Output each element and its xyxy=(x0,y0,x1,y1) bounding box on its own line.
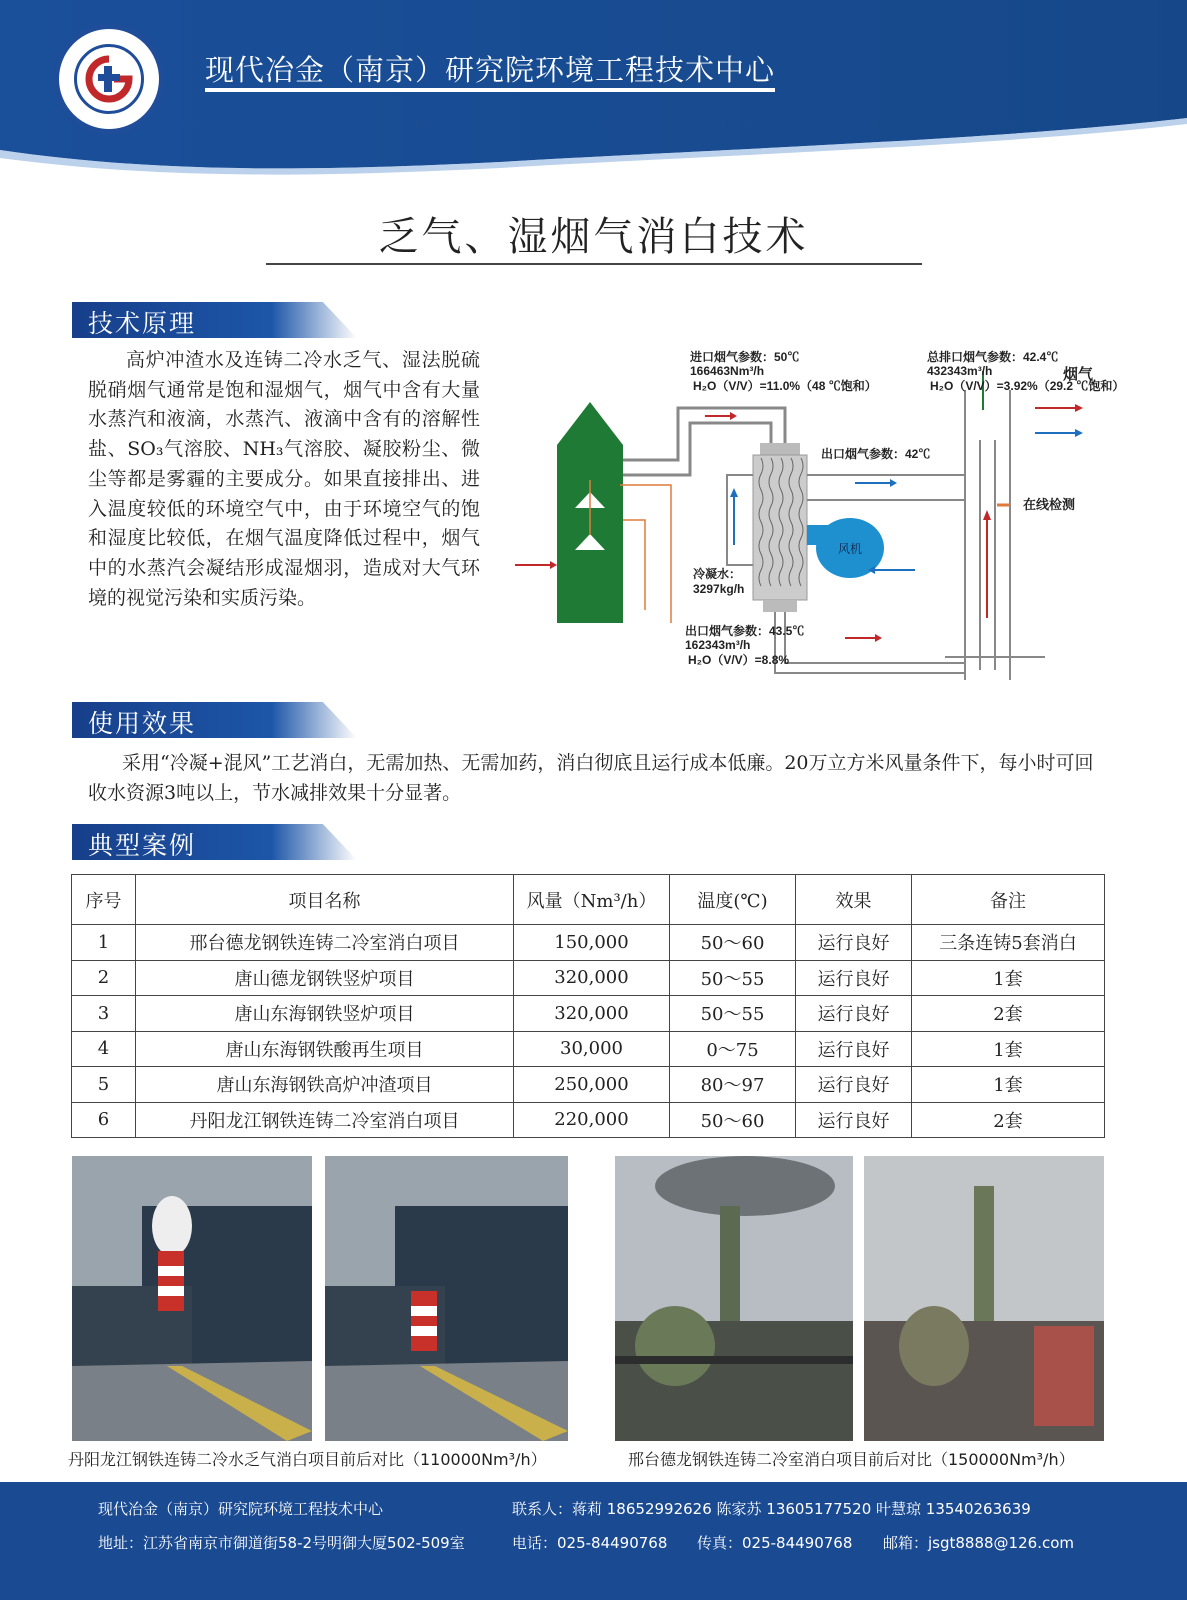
cell: 6 xyxy=(72,1102,136,1138)
online-monitor-label: 在线检测 xyxy=(1023,497,1076,512)
outlet-bottom-line2: 162343m³/h xyxy=(685,638,751,652)
cell: 50～60 xyxy=(670,1102,796,1138)
cell: 唐山东海钢铁高炉冲渣项目 xyxy=(136,1067,514,1103)
industrial-building-photo-icon xyxy=(325,1156,568,1441)
total-params-line3: H₂O（V/V）=3.92%（29.2 ℃饱和） xyxy=(930,379,1125,393)
cell: 50～55 xyxy=(670,960,796,996)
chimney-photo-icon xyxy=(864,1156,1104,1441)
section-heading-label: 技术原理 xyxy=(88,309,197,338)
cases-table xyxy=(71,874,1105,1138)
cell: 2 xyxy=(72,960,136,996)
cell: 0～75 xyxy=(670,1031,796,1067)
cell: 唐山德龙钢铁竖炉项目 xyxy=(136,960,514,996)
photo-danyang-after xyxy=(325,1156,568,1441)
table-row xyxy=(72,1067,1105,1103)
photo-danyang-before xyxy=(72,1156,312,1441)
footer-fax: 传真：025-84490768 xyxy=(697,1534,853,1552)
cell: 30,000 xyxy=(514,1031,670,1067)
cell: 2套 xyxy=(912,996,1105,1032)
effect-text: 采用“冷凝+混风”工艺消白，无需加热、无需加药，消白彻底且运行成本低廉。20万立方米风量条件下，每小时可回收水资源3吨以上，节水减排效果十分显著。 xyxy=(88,752,1094,804)
org-underline xyxy=(205,88,775,92)
condensate-line2: 3297kg/h xyxy=(693,582,745,596)
cell: 150,000 xyxy=(514,925,670,961)
header-banner xyxy=(0,0,1187,180)
principle-text: 高炉冲渣水及连铸二冷水乏气、湿法脱硫脱硝烟气通常是饱和湿烟气，烟气中含有大量水蒸汽和液滴，水蒸汽、液滴中含有的溶解性盐、SO₃气溶胶、NH₃气溶胶、凝胶粉尘、微尘等都是雾霾的主要成分。如果直接排出、进入温度较低的环境空气中，由于环境空气的饱和湿度比较低，在烟气温度降低过程中，烟气中的水蒸汽会凝结形成湿烟羽，造成对大气环境的视觉污染和实质污染。 xyxy=(88,349,480,609)
inlet-params-line3: H₂O（V/V）=11.0%（48 ℃饱和） xyxy=(693,379,877,393)
photo-xingtai-before xyxy=(615,1156,853,1441)
smoke-label: 烟气 xyxy=(1063,366,1094,383)
total-params-line2: 432343m³/h xyxy=(927,364,993,378)
caption-left: 丹阳龙江钢铁连铸二冷水乏气消白项目前后对比（110000Nm³/h） xyxy=(68,1450,547,1469)
cell: 320,000 xyxy=(514,960,670,996)
fan-label: 风机 xyxy=(838,542,863,556)
col-header: 序号 xyxy=(72,875,136,925)
section-heading-label: 典型案例 xyxy=(88,831,197,860)
cell: 1套 xyxy=(912,1031,1105,1067)
section-heading-effect xyxy=(72,702,357,738)
cell: 唐山东海钢铁酸再生项目 xyxy=(136,1031,514,1067)
chimney-photo-icon xyxy=(615,1156,853,1441)
cell: 50～55 xyxy=(670,996,796,1032)
photo-xingtai-after xyxy=(864,1156,1104,1441)
cell: 1 xyxy=(72,925,136,961)
footer-contacts: 联系人：蒋莉 18652992626 陈家苏 13605177520 叶慧琼 13540263639 xyxy=(512,1500,1031,1518)
col-header: 风量（Nm³/h） xyxy=(514,875,670,925)
page-title: 乏气、湿烟气消白技术 xyxy=(378,214,809,260)
cell: 3 xyxy=(72,996,136,1032)
table-row xyxy=(72,925,1105,961)
outlet-bottom-line3: H₂O（V/V）=8.8% xyxy=(688,653,790,667)
caption-right: 邢台德龙钢铁连铸二冷室消白项目前后对比（150000Nm³/h） xyxy=(628,1450,1075,1469)
association-logo xyxy=(54,24,164,134)
cell: 80～97 xyxy=(670,1067,796,1103)
cell: 唐山东海钢铁竖炉项目 xyxy=(136,996,514,1032)
cell: 邢台德龙钢铁连铸二冷室消白项目 xyxy=(136,925,514,961)
table-row xyxy=(72,1031,1105,1067)
cell: 三条连铸5套消白 xyxy=(912,925,1105,961)
footer-email[interactable]: 邮箱：jsgt8888@126.com xyxy=(883,1534,1074,1552)
inlet-params-line2: 166463Nm³/h xyxy=(690,364,765,378)
total-params-line1: 总排口烟气参数：42.4℃ xyxy=(927,350,1059,364)
footer xyxy=(0,1482,1187,1600)
cell: 丹阳龙江钢铁连铸二冷室消白项目 xyxy=(136,1102,514,1138)
footer-org: 现代冶金（南京）研究院环境工程技术中心 xyxy=(98,1500,384,1518)
logo-emblem-icon xyxy=(84,54,134,104)
footer-phone: 电话：025-84490768 xyxy=(512,1534,668,1552)
cell: 运行良好 xyxy=(796,1067,912,1103)
table-row xyxy=(72,996,1105,1032)
cell: 220,000 xyxy=(514,1102,670,1138)
cell: 320,000 xyxy=(514,996,670,1032)
inlet-params-line1: 进口烟气参数：50℃ xyxy=(690,350,800,364)
cell: 50～60 xyxy=(670,925,796,961)
cell: 运行良好 xyxy=(796,996,912,1032)
outlet-bottom-line1: 出口烟气参数：43.5℃ xyxy=(685,624,805,638)
cell: 250,000 xyxy=(514,1067,670,1103)
cell: 1套 xyxy=(912,1067,1105,1103)
section-heading-label: 使用效果 xyxy=(88,709,197,738)
title-divider xyxy=(266,263,922,265)
table-row xyxy=(72,1102,1105,1138)
industrial-building-photo-icon xyxy=(72,1156,312,1441)
cell: 5 xyxy=(72,1067,136,1103)
cell: 1套 xyxy=(912,960,1105,996)
outlet-top-params: 出口烟气参数：42℃ xyxy=(821,447,931,461)
col-header: 项目名称 xyxy=(136,875,514,925)
cell: 运行良好 xyxy=(796,925,912,961)
cell: 运行良好 xyxy=(796,1031,912,1067)
footer-address: 地址：江苏省南京市御道街58-2号明御大厦502-509室 xyxy=(98,1534,465,1552)
section-heading-cases xyxy=(72,824,357,860)
table-row xyxy=(72,960,1105,996)
process-diagram xyxy=(505,340,1125,680)
col-header: 效果 xyxy=(796,875,912,925)
table-header-row xyxy=(72,875,1105,925)
condensate-line1: 冷凝水： xyxy=(693,567,742,581)
col-header: 备注 xyxy=(912,875,1105,925)
col-header: 温度(℃) xyxy=(670,875,796,925)
section-heading-principle xyxy=(72,302,357,338)
cell: 运行良好 xyxy=(796,960,912,996)
cell: 4 xyxy=(72,1031,136,1067)
cell: 2套 xyxy=(912,1102,1105,1138)
cell: 运行良好 xyxy=(796,1102,912,1138)
org-name: 现代冶金（南京）研究院环境工程技术中心 xyxy=(205,53,776,87)
